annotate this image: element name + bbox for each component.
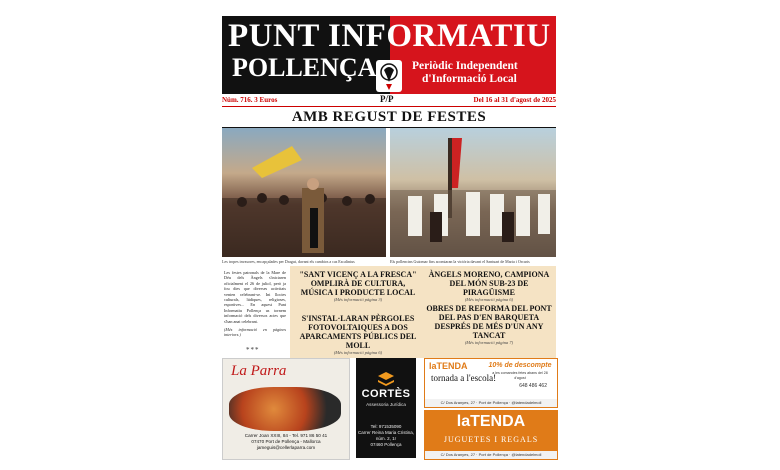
article-reference: (Més informació pàgina 7) — [464, 340, 514, 345]
divider — [222, 106, 556, 107]
ad-address: Carrer Reina Maria Cristina, núm. 2, 1r — [358, 430, 415, 441]
ad-promo-detail: a les comandes fetes abans del 28 d'agost — [492, 371, 548, 380]
ad-phone: 648 486 462 — [519, 383, 547, 389]
cortes-logo-icon — [376, 372, 396, 386]
paella-image — [229, 387, 341, 431]
ad-phone: Tel: 971535090 — [370, 424, 402, 429]
ad-promo: 10% de descompte — [488, 362, 552, 369]
ad-slogan: JUGUETES I REGALS — [443, 435, 539, 444]
photo-caption: Les tropes invasores, encapçalades per Dragut, davant els cambios a cas Escalinius — [222, 259, 355, 264]
intro-column — [224, 270, 286, 338]
ad-la-parra[interactable] — [222, 358, 350, 460]
ad-contact-info — [225, 433, 347, 451]
ad-brand-name: CORTÈS — [361, 388, 411, 400]
ad-latenda-toys[interactable] — [424, 410, 558, 460]
article-reference: (Més informació pàgina 6) — [333, 350, 383, 355]
intro-text: Les festes patronals de la Mare de Déu dels Àngels s'iniciaren oficialment el 26 de juliol, però ja fou dies que diverses activitats venien celebrant-se. Ini llocies culturals, lúdiques, religioses, esportives... En aquest Punt Informatiu Pollença us tornem informació dels diversos actes que s'han anat celebrant. — [224, 270, 286, 324]
masthead-tagline — [412, 60, 552, 86]
issue-number: Núm. 716. 3 Euros — [222, 96, 278, 104]
ad-brand-name: La Parra — [231, 363, 287, 379]
news-summary-box — [290, 266, 556, 358]
article-title: S'INSTAL·LARAN PÈRGOLES FOTOVOLTAIQUES A DOS APARCAMENTS PÚBLICS DEL MOLL — [299, 314, 417, 350]
masthead — [222, 16, 556, 94]
ad-contact-info — [358, 424, 414, 448]
intro-reference: (Més informació en pàgines interiors.) — [224, 327, 286, 338]
ad-subtitle: Assessoria Jurídica — [366, 402, 406, 407]
festival-photo-invaders — [222, 128, 386, 257]
section-separator: *** — [246, 346, 260, 354]
article-reference: (Més informació pàgina 3) — [333, 297, 383, 302]
ad-brand-name: laTENDA — [456, 413, 526, 430]
issue-date: Del 16 al 31 d'agost de 2025 — [473, 96, 556, 104]
pp-mark: P/P — [380, 94, 394, 104]
article-title: OBRES DE REFORMA DEL PONT DEL PAS D'EN BARQUETA DESPRÉS DE MÉS D'UN ANY TANCAT — [426, 304, 552, 340]
tagline-line2: d'Informació Local — [422, 73, 517, 85]
ad-latenda-school[interactable] — [424, 358, 558, 408]
ad-footer: C/ Dos Aranyes, 27 · Port de Pollença · @latendadelmoll — [425, 451, 557, 459]
article-pergoles[interactable] — [294, 314, 422, 356]
ad-address: Carrer Joan XXIII, 84 - Tel. 971 86 50 41 — [244, 433, 328, 438]
article-angels-moreno[interactable] — [424, 270, 554, 303]
tagline-line1: Periòdic Independent — [412, 60, 518, 72]
article-title: ÀNGELS MORENO, CAMPIONA DEL MÓN SUB-23 DE PIRAGÜISME — [428, 270, 550, 297]
article-reference: (Més informació pàgina 6) — [464, 297, 514, 302]
ad-cortes[interactable] — [356, 358, 416, 458]
ad-email: jameguis@cellerlaparra.com — [256, 445, 316, 450]
ad-back-to-school: tornada a l'escola! — [431, 373, 497, 383]
rooster-logo-icon — [376, 60, 402, 92]
masthead-title: PUNT INFORMATIU — [228, 18, 551, 54]
photo-caption: Els pollencins Guiomar fins acomiaran la victòria davant el Santuari de Maria i Orcaris — [390, 259, 530, 264]
ad-city: 07470 Port de Pollença - Mallorca — [251, 439, 321, 444]
main-headline: AMB REGUST DE FESTES — [291, 109, 487, 125]
article-title: "SANT VICENÇ A LA FRESCA" OMPLIRÀ DE CULTURA, MÚSICA I PRODUCTE LOCAL — [299, 270, 417, 297]
article-sant-vicenc[interactable] — [294, 270, 422, 303]
ad-city: 07460 Pollença — [370, 442, 402, 447]
festival-photo-pollencins — [390, 128, 556, 257]
newspaper-front-page — [222, 14, 556, 460]
masthead-town: POLLENÇA — [232, 53, 377, 82]
ad-footer: C/ Dos Aranyes, 27 · Port de Pollença · @latendadelmoll — [425, 399, 557, 407]
ad-brand-name: laTENDA — [429, 361, 468, 371]
article-pont-barqueta[interactable] — [424, 304, 554, 346]
